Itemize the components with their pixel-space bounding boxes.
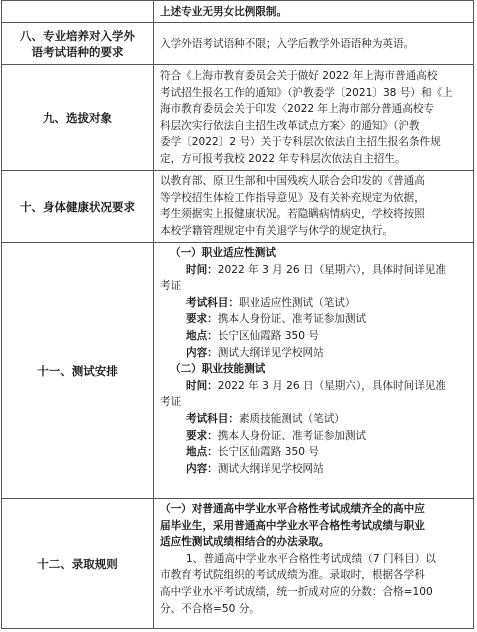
content-line: 定，方可报考我校 2022 年专科层次依法自主招生。 [160,152,406,165]
detail-value: 长宁区仙霞路 350 号 [217,329,319,342]
content-line: 考试招生报名工作的通知》（沪教委学〔2021〕38 号）和《上 [160,86,453,99]
detail-value: 携本人身份证、准考证参加测试 [217,313,367,326]
detail-key: 内容： [186,346,218,359]
content-line: 科层次实行依法自主招生改革试点方案〉的通知》（沪教 [160,119,420,132]
row-label-test-arrangement: 十一、测试安排 [2,243,154,499]
row-label-foreign-language [2,23,154,65]
rule-line: 高中学业水平考试成绩，统一折成对应的分数：合格=100 [160,585,433,598]
content-line: 等学校招生体检工作指导意见》及有关补充规定为依据， [160,191,425,204]
detail-value: 职业适应性测试（笔试） [238,296,356,309]
table-row [2,499,474,629]
row-label-empty [2,1,154,23]
table-row [2,1,474,23]
table-row [2,171,474,243]
rule-line: 适应性测试成绩相结合的办法录取。 [160,536,330,549]
content-text: 入学外语考试语种不限；入学后教学外语语种为英语。 [160,37,415,50]
detail-key: 地点： [186,329,218,342]
rule-line: 市教育考试院组织的考试成绩为准。录取时，根据各学科 [160,569,425,582]
table-row [2,65,474,171]
rule-line: （一）对普通高中学业水平合格性考试成绩齐全的高中应 [160,503,425,515]
detail-line [160,262,469,279]
detail-key: 要求： [186,313,218,326]
label-line: 语考试语种的要求 [31,44,124,59]
detail-line [160,328,469,345]
detail-key: 时间： [186,379,218,392]
detail-line [160,444,469,461]
row-content-health-requirements [154,171,474,243]
row-label-health-requirements: 十、身体健康状况要求 [2,171,154,243]
detail-line [160,295,469,312]
row-content-test-arrangement [154,243,474,499]
detail-key: 要求： [186,429,218,442]
content-line: 委学〔2022〕2 号）关于专科层次依法自主招生报名条件规 [160,136,441,149]
detail-value: 长宁区仙霞路 350 号 [217,446,319,459]
detail-key: 内容： [186,462,218,475]
row-label-admission-rules: 十二、录取规则 [2,499,154,629]
detail-value: 2022 年 3 月 26 日（星期六），具体时间详见准 [217,379,446,392]
row-content-admission-rules [154,499,474,629]
detail-key: 考试科目： [186,296,239,309]
row-content-top [154,1,474,23]
detail-value: 携本人身份证、准考证参加测试 [217,429,367,442]
content-line: 以教育部、原卫生部和中国残疾人联合会印发的《普通高 [160,175,425,187]
detail-line [160,428,469,445]
rule-line: 1、普通高中学业水平合格性考试成绩（7 门科目）以 [186,552,436,565]
detail-line [160,461,469,478]
content-line: 本校学籍管理规定中有关退学与休学的规定执行。 [160,224,394,237]
detail-value: 测试大纲详见学校网站 [217,346,324,359]
content-line: 符合《上海市教育委员会关于做好 2022 年上海市普通高校 [160,70,438,82]
detail-line: 考证 [160,396,182,409]
detail-line [160,345,469,362]
rule-line: 届毕业生，采用普通高中学业水平合格性考试成绩与职业 [160,519,425,532]
table-row [2,23,474,65]
detail-key: 考试科目： [186,412,239,425]
row-content-foreign-language [154,23,474,65]
detail-line [160,311,469,328]
row-content-selection-target [154,65,474,171]
enrollment-info-table [1,0,474,629]
section-title: （一）职业适应性测试 [170,247,276,259]
row-label-selection-target: 九、选拔对象 [2,65,154,171]
detail-key: 时间： [186,263,218,276]
detail-line [160,411,469,428]
top-note-text: 上述专业无男女比例限制。 [160,5,288,18]
detail-value: 测试大纲详见学校网站 [217,462,324,475]
section-title: （二）职业技能测试 [170,363,266,376]
detail-value: 素质技能测试（笔试） [238,412,345,425]
detail-line: 考证 [160,280,182,293]
rule-line: 分、不合格=50 分。 [160,602,260,615]
content-line: 考生须据实上报健康状况。若隐瞒病情病史，学校将按照 [160,208,425,221]
detail-key: 地点： [186,446,218,459]
detail-value: 2022 年 3 月 26 日（星期六），具体时间详见准 [217,263,446,276]
detail-line [160,378,469,395]
label-line: 八、专业培养对入学外 [20,28,135,43]
table-row [2,243,474,499]
content-line: 海市教育委员会关于印发〈2022 年上海市部分普通高校专 [160,103,434,116]
